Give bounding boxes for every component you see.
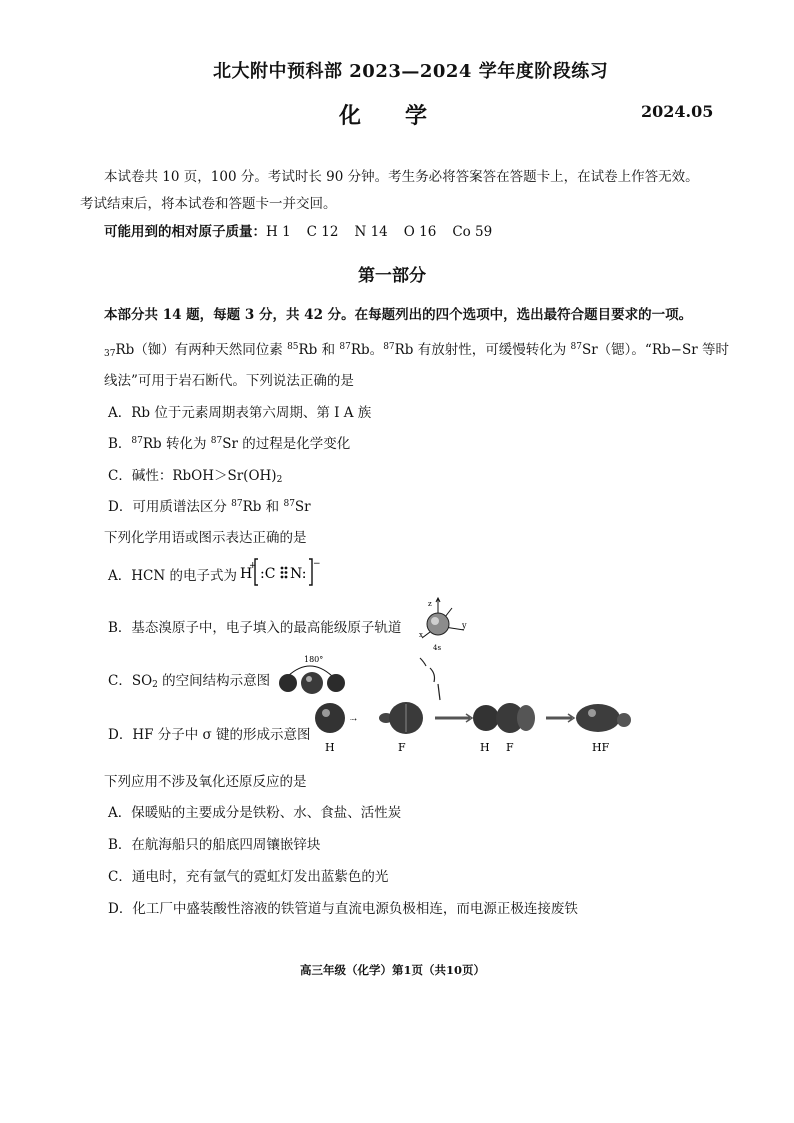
label-hf: HF [592, 741, 610, 754]
hf-molecule-body [576, 704, 620, 732]
subject-title: 化学 [339, 103, 472, 129]
o-atom-left [279, 674, 297, 692]
q1-iso-87b: 87 [383, 342, 395, 352]
q3-option-d: D．化工厂中盛装酸性溶液的铁管道与直流电源负极相连，而电源正极连接废铁 [108, 901, 578, 917]
atomic-mass-c: C 12 [306, 224, 339, 240]
q2-stem: 下列化学用语或图示表达正确的是 [104, 530, 307, 546]
q2-c-post: 的空间结构示意图 [157, 673, 271, 689]
hcn-electron-formula [238, 556, 322, 588]
q1-b-iso87: 87 [131, 436, 143, 446]
hcn-minus: − [313, 559, 321, 569]
q1-b-pre: B． [108, 436, 132, 452]
q1-d-pre: D．可用质谱法区分 [108, 499, 232, 515]
axis-x-label: x [419, 631, 423, 639]
q1-and: 和 [317, 342, 340, 358]
s-orbital-sphere [427, 613, 449, 635]
s-atom [301, 672, 323, 694]
overlap-h [473, 705, 499, 731]
q1-d-mid: Rb 和 [242, 499, 284, 515]
q1-sr: Sr（锶）。“Rb−Sr 等时 [581, 342, 729, 358]
q1-stem-line1 [104, 338, 729, 359]
hcn-n: N: [290, 566, 307, 582]
q1-text-a: Rb（铷）有两种天然同位素 [115, 342, 288, 358]
angle-label: 180° [304, 655, 324, 664]
label-f2: F [506, 741, 514, 754]
q1-rb87: Rb 有放射性，可缓慢转化为 [394, 342, 571, 358]
q3-stem: 下列应用不涉及氧化还原反应的是 [104, 774, 307, 790]
hcn-plus: + [249, 561, 257, 571]
instruction-line-1: 本试卷共 10 页，100 分。考试时长 90 分钟。考生务必将答案答在答题卡上，在试卷上作答无效。 [104, 169, 699, 185]
q1-c-sub: 2 [276, 475, 283, 485]
label-f: F [398, 741, 406, 754]
q1-atomic-number: 37 [104, 349, 116, 359]
q3-option-b: B．在航海船只的船底四周镶嵌锌块 [108, 837, 321, 853]
part-heading: 第一部分 [358, 266, 426, 286]
overlap-f-lobe [517, 705, 535, 731]
q3-option-c: C．通电时，充有氩气的霓虹灯发出蓝紫色的光 [108, 869, 389, 885]
axis-y-label: y [462, 621, 467, 630]
4s-orbital-diagram [416, 596, 472, 654]
q1-option-a: A．Rb 位于元素周期表第六周期、第 I A 族 [108, 405, 372, 421]
label-h2: H [480, 741, 490, 754]
q1-b-iso87b: 87 [210, 436, 223, 446]
exam-date: 2024.05 [641, 102, 714, 121]
sphere-highlight [431, 617, 439, 625]
page-footer: 高三年级（化学）第1页（共10页） [300, 963, 486, 977]
q2-option-d: D．HF 分子中 σ 键的形成示意图 [108, 727, 311, 743]
q1-d-iso87b: 87 [283, 499, 295, 509]
instruction-line-2: 考试结束后，将本试卷和答题卡一并交回。 [80, 196, 337, 212]
q1-d-iso87: 87 [231, 499, 243, 509]
q2-option-b: B．基态溴原子中，电子填入的最高能级原子轨道 [108, 620, 402, 636]
hf-sigma-bond-diagram [310, 698, 640, 756]
atomic-mass-n: N 14 [354, 224, 388, 240]
q1-iso-87c: 87 [570, 342, 582, 352]
atomic-mass-line [104, 220, 492, 240]
q2-c-pre: C．SO [108, 673, 153, 689]
q1-c-pre: C．碱性：RbOH＞Sr(OH) [108, 468, 277, 484]
scan-artifact-mark [416, 654, 446, 704]
q1-rb: Rb [298, 342, 318, 358]
orbital-label: 4s [433, 644, 442, 652]
approach-arrow-1: ⇢ [350, 715, 357, 724]
q1-iso-85: 85 [287, 342, 299, 352]
q1-iso-87: 87 [339, 342, 351, 352]
q1-b-post: Rb 转化为 [142, 436, 211, 452]
hcn-h: H [240, 566, 253, 582]
o-atom-right [327, 674, 345, 692]
atomic-mass-label: 可能用到的相对原子质量： [104, 224, 266, 240]
hf-molecule-h [617, 713, 631, 727]
label-h: H [325, 741, 335, 754]
q1-rb-end: Rb。 [350, 342, 384, 358]
q1-option-b [108, 432, 350, 452]
hcn-c: :C [260, 566, 276, 582]
q2-c-sub: 2 [152, 680, 158, 690]
part-intro: 本部分共 14 题，每题 3 分，共 42 分。在每题列出的四个选项中，选出最符合题目要求的一项。 [104, 307, 693, 323]
q2-option-c [108, 669, 270, 690]
q1-stem-line2: 线法”可用于岩石断代。下列说法正确的是 [104, 373, 354, 389]
q2-option-a: A．HCN 的电子式为 [108, 568, 237, 584]
q1-option-d [108, 495, 311, 515]
q3-option-a: A．保暖贴的主要成分是铁粉、水、食盐、活性炭 [108, 805, 402, 821]
q1-option-c [108, 464, 282, 485]
right-bracket [309, 559, 312, 585]
exam-title: 北大附中预科部 2023—2024 学年度阶段练习 [213, 61, 609, 82]
s-highlight [306, 676, 312, 682]
q1-d-end: Sr [294, 499, 311, 515]
h-s-orbital [315, 703, 345, 733]
triple-bond-dots [281, 567, 288, 579]
so2-linear-model [270, 652, 352, 694]
axis-z-label: z [428, 600, 432, 608]
atomic-mass-h: H 1 [266, 224, 291, 240]
atomic-mass-o: O 16 [403, 224, 437, 240]
atomic-mass-co: Co 59 [452, 224, 493, 240]
q1-b-end: Sr 的过程是化学变化 [222, 436, 351, 452]
